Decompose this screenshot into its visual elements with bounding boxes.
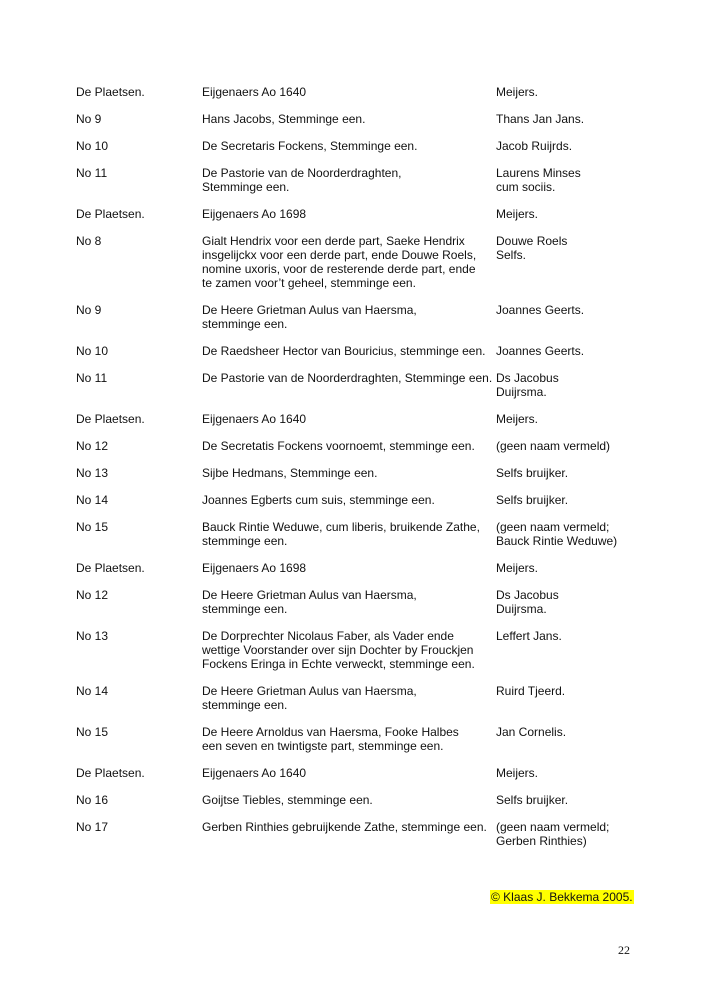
cell-line: De Pastorie van de Noorderdraghten, Stemminge een. <box>202 371 493 385</box>
cell-line: Gerben Rinthies gebruijkende Zathe, stemminge een. <box>202 820 487 834</box>
tenant-cell <box>496 466 636 480</box>
table-row <box>76 466 636 480</box>
place-cell: No 12 <box>76 588 109 602</box>
table-row <box>76 439 636 453</box>
owner-cell <box>202 439 496 453</box>
cell-line: Laurens Minses <box>496 166 581 180</box>
place-cell: No 11 <box>76 371 108 385</box>
cell-line: De Heere Grietman Aulus van Haersma, <box>202 588 417 602</box>
owner-cell <box>202 85 496 99</box>
cell-line: stemminge een. <box>202 698 288 712</box>
cell-line: Eijgenaers Ao 1640 <box>202 766 307 780</box>
owner-cell <box>202 520 496 548</box>
cell-line: stemminge een. <box>202 534 288 548</box>
cell-line: De Dorprechter Nicolaus Faber, als Vader ende <box>202 629 454 643</box>
tenant-cell <box>496 629 636 671</box>
tenant-cell <box>496 766 636 780</box>
place-cell: De Plaetsen. <box>76 561 145 575</box>
cell-line: Eijgenaers Ao 1698 <box>202 561 307 575</box>
table-row <box>76 766 636 780</box>
tenant-cell <box>496 684 636 712</box>
cell-line: Leffert Jans. <box>496 629 562 643</box>
cell-line: Stemminge een. <box>202 180 290 194</box>
cell-line: Eijgenaers Ao 1640 <box>202 412 307 426</box>
place-cell: No 13 <box>76 466 109 480</box>
cell-line: De Heere Arnoldus van Haersma, Fooke Halbes <box>202 725 459 739</box>
cell-line: Goijtse Tiebles, stemminge een. <box>202 793 373 807</box>
cell-line: Eijgenaers Ao 1698 <box>202 207 307 221</box>
table-row <box>76 629 636 671</box>
tenant-cell <box>496 344 636 358</box>
cell-line: Bauck Rintie Weduwe, cum liberis, bruikende Zathe, <box>202 520 480 534</box>
cell-line: Ds Jacobus <box>496 588 559 602</box>
cell-line: Hans Jacobs, Stemminge een. <box>202 112 366 126</box>
place-cell: No 14 <box>76 493 109 507</box>
place-cell: No 10 <box>76 344 109 358</box>
owner-cell <box>202 466 496 480</box>
tenant-cell <box>496 793 636 807</box>
table-row <box>76 725 636 753</box>
cell-line: De Pastorie van de Noorderdraghten, <box>202 166 402 180</box>
owner-cell <box>202 793 496 807</box>
table-row <box>76 520 636 548</box>
place-cell: No 9 <box>76 112 102 126</box>
table-row <box>76 412 636 426</box>
cell-line: insgelijckx voor een derde part, ende Douwe Roels, <box>202 248 477 262</box>
place-cell: No 9 <box>76 303 102 317</box>
cell-line: Joannes Egberts cum suis, stemminge een. <box>202 493 435 507</box>
table-row <box>76 493 636 507</box>
owner-cell <box>202 412 496 426</box>
place-cell: No 10 <box>76 139 109 153</box>
cell-line: De Secretatis Fockens voornoemt, stemminge een. <box>202 439 475 453</box>
cell-line: Meijers. <box>496 207 539 221</box>
place-cell: No 14 <box>76 684 109 698</box>
owner-cell <box>202 725 496 753</box>
cell-line: Gialt Hendrix voor een derde part, Saeke Hendrix <box>202 234 465 248</box>
cell-line: Meijers. <box>496 766 539 780</box>
cell-line: nomine uxoris, voor de resterende derde part, ende <box>202 262 476 276</box>
cell-line: (geen naam vermeld; <box>496 520 610 534</box>
cell-line: Bauck Rintie Weduwe) <box>496 534 618 548</box>
owner-cell <box>202 766 496 780</box>
place-cell: De Plaetsen. <box>76 412 145 426</box>
cell-line: Meijers. <box>496 85 539 99</box>
owner-cell <box>202 207 496 221</box>
owner-cell <box>202 629 496 671</box>
tenant-cell <box>496 493 636 507</box>
register-table <box>76 85 636 861</box>
place-cell: No 8 <box>76 234 102 248</box>
owner-cell <box>202 561 496 575</box>
cell-line: Fockens Eringa in Echte verweckt, stemminge een. <box>202 657 475 671</box>
place-cell: De Plaetsen. <box>76 766 145 780</box>
cell-line: Eijgenaers Ao 1640 <box>202 85 307 99</box>
cell-line: Meijers. <box>496 412 539 426</box>
cell-line: Ds Jacobus <box>496 371 559 385</box>
cell-line: Duijrsma. <box>496 602 547 616</box>
cell-line: De Heere Grietman Aulus van Haersma, <box>202 303 417 317</box>
tenant-cell <box>496 439 636 453</box>
cell-line: Jacob Ruijrds. <box>496 139 573 153</box>
place-cell: No 15 <box>76 520 109 534</box>
place-cell: No 16 <box>76 793 109 807</box>
place-cell: No 11 <box>76 166 108 180</box>
owner-cell <box>202 344 496 358</box>
tenant-cell <box>496 412 636 426</box>
owner-cell <box>202 493 496 507</box>
table-row <box>76 684 636 712</box>
tenant-cell <box>496 561 636 575</box>
owner-cell <box>202 303 496 331</box>
table-row <box>76 820 636 848</box>
table-row <box>76 793 636 807</box>
table-row <box>76 139 636 153</box>
cell-line: Meijers. <box>496 561 539 575</box>
table-row <box>76 303 636 331</box>
cell-line: De Raedsheer Hector van Bouricius, stemminge een. <box>202 344 486 358</box>
place-cell: No 17 <box>76 820 109 834</box>
cell-line: Jan Cornelis. <box>496 725 567 739</box>
owner-cell <box>202 371 496 399</box>
cell-line: De Heere Grietman Aulus van Haersma, <box>202 684 417 698</box>
table-row <box>76 234 636 290</box>
place-cell: De Plaetsen. <box>76 85 145 99</box>
table-row <box>76 207 636 221</box>
cell-line: Sijbe Hedmans, Stemminge een. <box>202 466 378 480</box>
cell-line: Thans Jan Jans. <box>496 112 585 126</box>
cell-line: cum sociis. <box>496 180 556 194</box>
cell-line: wettige Voorstander over sijn Dochter by Frouckjen <box>202 643 474 657</box>
cell-line: Duijrsma. <box>496 385 547 399</box>
owner-cell <box>202 139 496 153</box>
copyright-note: © Klaas J. Bekkema 2005. <box>491 890 633 904</box>
tenant-cell <box>496 371 636 399</box>
tenant-cell <box>496 725 636 753</box>
cell-line: stemminge een. <box>202 317 288 331</box>
tenant-cell <box>496 85 636 99</box>
cell-line: te zamen voor’t geheel, stemminge een. <box>202 276 416 290</box>
tenant-cell <box>496 303 636 331</box>
tenant-cell <box>496 520 636 548</box>
cell-line: Selfs. <box>496 248 527 262</box>
cell-line: Selfs bruijker. <box>496 793 569 807</box>
table-row <box>76 85 636 99</box>
owner-cell <box>202 820 496 848</box>
tenant-cell <box>496 139 636 153</box>
cell-line: Selfs bruijker. <box>496 466 569 480</box>
cell-line: De Secretaris Fockens, Stemminge een. <box>202 139 418 153</box>
tenant-cell <box>496 234 636 290</box>
owner-cell <box>202 234 496 290</box>
cell-line: Joannes Geerts. <box>496 303 585 317</box>
cell-line: Douwe Roels <box>496 234 568 248</box>
cell-line: Joannes Geerts. <box>496 344 585 358</box>
table-row <box>76 371 636 399</box>
tenant-cell <box>496 588 636 616</box>
place-cell: No 15 <box>76 725 109 739</box>
owner-cell <box>202 166 496 194</box>
place-cell: No 13 <box>76 629 109 643</box>
tenant-cell <box>496 112 636 126</box>
cell-line: een seven en twintigste part, stemminge een. <box>202 739 444 753</box>
tenant-cell <box>496 166 636 194</box>
cell-line: Gerben Rinthies) <box>496 834 587 848</box>
tenant-cell <box>496 207 636 221</box>
cell-line: Selfs bruijker. <box>496 493 569 507</box>
table-row <box>76 166 636 194</box>
owner-cell <box>202 684 496 712</box>
cell-line: Ruird Tjeerd. <box>496 684 566 698</box>
owner-cell <box>202 112 496 126</box>
place-cell: No 12 <box>76 439 109 453</box>
table-row <box>76 561 636 575</box>
table-row <box>76 112 636 126</box>
page-number: 22 <box>618 943 630 957</box>
table-row <box>76 344 636 358</box>
cell-line: (geen naam vermeld; <box>496 820 610 834</box>
place-cell: De Plaetsen. <box>76 207 145 221</box>
cell-line: (geen naam vermeld) <box>496 439 611 453</box>
cell-line: stemminge een. <box>202 602 288 616</box>
tenant-cell <box>496 820 636 848</box>
owner-cell <box>202 588 496 616</box>
table-row <box>76 588 636 616</box>
